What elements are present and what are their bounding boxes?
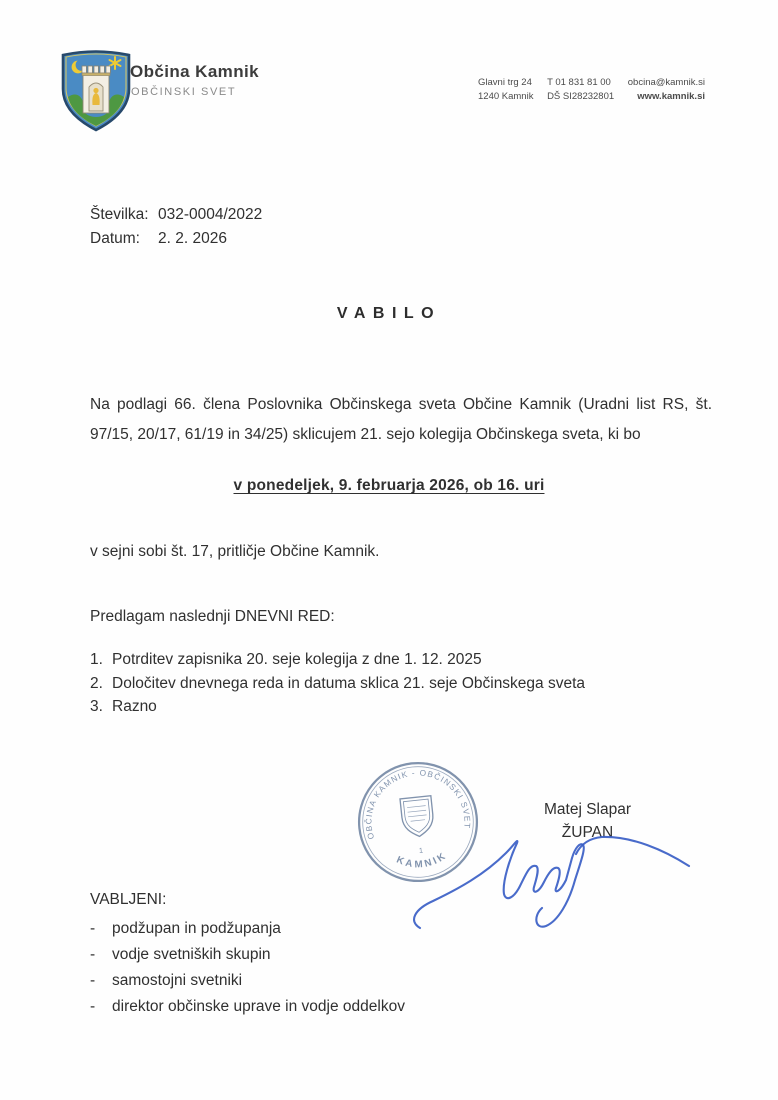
invitee-text: direktor občinske uprave in vodje oddelkov (112, 998, 405, 1015)
doc-number-row (90, 203, 262, 227)
agenda-item (90, 648, 712, 672)
invitee-item (90, 942, 510, 968)
invitee-dash: - (90, 998, 96, 1015)
org-name: Občina Kamnik (130, 62, 259, 81)
stamp-bottom-text: KAMNIK (394, 849, 450, 871)
contact-email: obcina@kamnik.si (627, 77, 705, 88)
contact-block (478, 76, 705, 104)
agenda-item-number: 1. (90, 651, 103, 668)
stamp-ring-text: OBČINA KAMNIK - OBČINSKI SVET (364, 768, 472, 841)
meeting-location: v sejni sobi št. 17, pritličje Občine Kamnik. (90, 543, 380, 560)
org-department: OBČINSKI SVET (131, 86, 237, 98)
intro-line2: 97/15, 20/17, 61/19 in 34/25) sklicujem 21. sejo kolegija Občinskega sveta, ki bo (90, 426, 641, 443)
contact-tax-id: DŠ SI28232801 (547, 91, 615, 102)
invitee-item (90, 916, 510, 942)
invitees-list (90, 916, 510, 1020)
agenda-item (90, 695, 712, 719)
doc-date-row (90, 227, 262, 251)
contact-phone-tax (547, 76, 614, 104)
doc-date-label: Datum: (90, 230, 140, 247)
contact-address (478, 76, 533, 104)
document-meta (90, 203, 262, 251)
intro-line1: Na podlagi 66. člena Poslovnika Občinskega sveta Občine Kamnik (Uradni list RS, št. (90, 396, 712, 413)
invitee-text: samostojni svetniki (112, 972, 243, 989)
agenda-item-text: Določitev dnevnega reda in datuma sklica 21. seje Občinskega sveta (112, 674, 586, 692)
doc-title: VABILO (336, 305, 442, 322)
address-line2: 1240 Kamnik (478, 91, 534, 102)
invitee-item (90, 994, 510, 1020)
agenda-list (90, 648, 712, 719)
agenda-item-text: Potrditev zapisnika 20. seje kolegija z dne 1. 12. 2025 (112, 651, 482, 668)
agenda-item-text: Razno (112, 698, 157, 715)
agenda-item-number: 3. (90, 698, 103, 715)
intro-paragraph (90, 390, 712, 450)
contact-website: www.kamnik.si (637, 91, 705, 102)
invitees-heading: VABLJENI: (90, 891, 167, 908)
address-line1: Glavni trg 24 (478, 77, 532, 88)
invitee-text: vodje svetniških skupin (112, 946, 271, 963)
signature-title: ŽUPAN (561, 824, 614, 841)
contact-phone: T 01 831 81 00 (547, 77, 611, 88)
coat-of-arms-image (58, 47, 134, 134)
stamp-center-mark: 1 (418, 845, 424, 856)
agenda-heading: Predlagam naslednji DNEVNI RED: (90, 608, 335, 625)
doc-number-value: 032-0004/2022 (158, 206, 263, 223)
doc-date-value: 2. 2. 2026 (158, 230, 227, 247)
invitee-item (90, 968, 510, 994)
invitee-dash: - (90, 972, 96, 989)
signature-name: Matej Slapar (543, 801, 631, 818)
agenda-item (90, 672, 712, 696)
invitee-dash: - (90, 920, 96, 937)
meeting-datetime-heading: v ponedeljek, 9. februarja 2026, ob 16. uri (233, 477, 545, 494)
agenda-item-number: 2. (90, 674, 103, 692)
doc-number-label: Številka: (90, 206, 149, 223)
invitee-text: podžupan in podžupanja (112, 920, 281, 937)
invitee-dash: - (90, 946, 96, 963)
contact-web (628, 76, 705, 104)
